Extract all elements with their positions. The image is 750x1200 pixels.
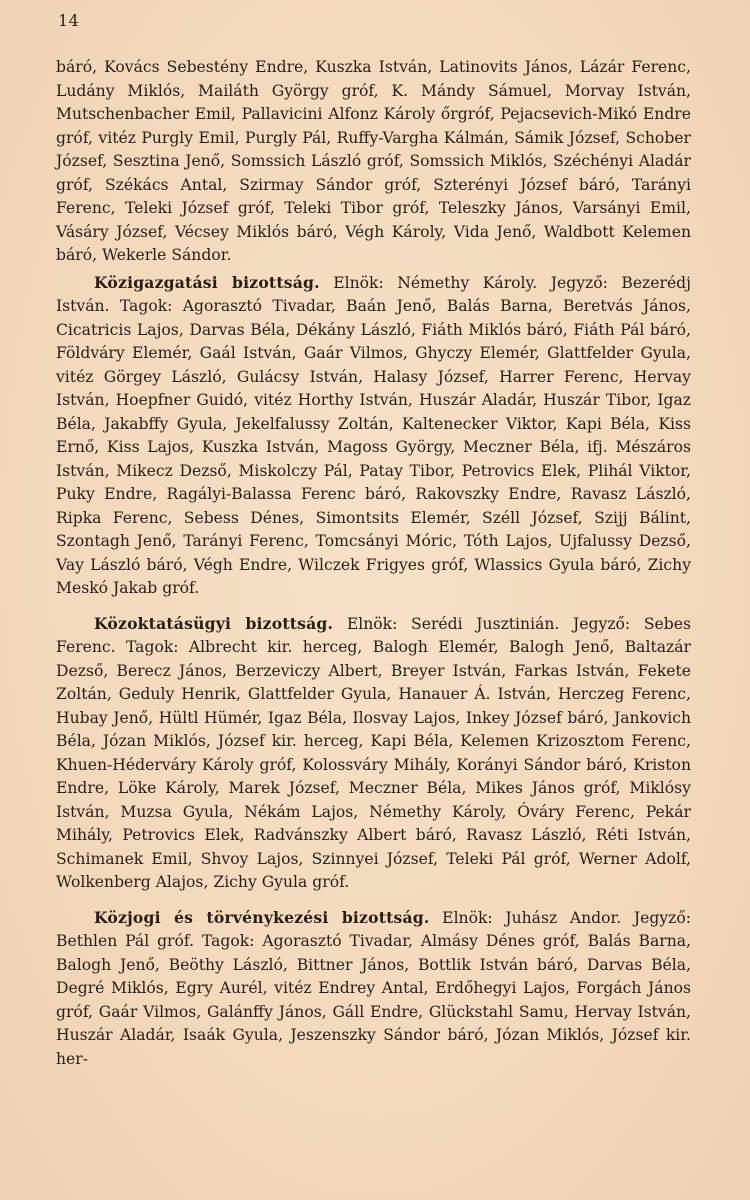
section-heading: Közoktatásügyi bizottság. xyxy=(94,613,334,633)
section-kozoktatasugyi xyxy=(56,612,691,895)
section-body: Elnök: Serédi Jusztinián. Jegyző: Sebes Ferenc. Tagok: Albrecht kir. herceg, Balogh Elemér, Balogh Jenő, Baltazár Dezső, Berecz János, Berzeviczy Albert, Breyer István, Farkas István, Fekete Zoltán, Geduly Henrik, Glattfelder Gyula, Hanauer Á. István, Herczeg Ferenc, Hubay Jenő, Hültl Hümér, Igaz Béla, Ilosvay Lajos, Inkey József báró, Jankovich Béla, Józan Miklós, József kir. herceg, Kapi Béla, Kelemen Krizosztom Ferenc, Khuen-Héderváry Károly gróf, Kolossváry Mihály, Korányi Sándor báró, Kriston Endre, Löke Károly, Marek József, Meczner Béla, Mikes János gróf, Miklósy István, Muzsa Gyula, Nékám Lajos, Némethy Károly, Óváry Ferenc, Pekár Mihály, Petrovics Elek, Radvánszky Albert báró, Ravasz László, Réti István, Schimanek Emil, Shvoy Lajos, Szinnyei József, Teleki Pál gróf, Werner Adolf, Wolkenberg Alajos, Zichy Gyula gróf. xyxy=(56,614,691,891)
section-body: Elnök: Némethy Károly. Jegyző: Bezerédj István. Tagok: Agorasztó Tivadar, Baán Jenő, Balás Barna, Beretvás János, Cicatricis Lajos, Darvas Béla, Dékány László, Fiáth Miklós báró, Fiáth Pál báró, Földváry Elemér, Gaál István, Gaár Vilmos, Ghyczy Elemér, Glattfelder Gyula, vitéz Görgey László, Gulácsy István, Halasy József, Harrer Ferenc, Hervay István, Hoepfner Guidó, vitéz Horthy István, Huszár Aladár, Huszár Tibor, Igaz Béla, Jakabffy Gyula, Jekelfalussy Zoltán, Kaltenecker Viktor, Kapi Béla, Kiss Ernő, Kiss Lajos, Kuszka István, Magoss György, Meczner Béla, ifj. Mészáros István, Mikecz Dezső, Miskolczy Pál, Patay Tibor, Petrovics Elek, Plihál Viktor, Puky Endre, Ragályi-Balassa Ferenc báró, Rakovszky Endre, Ravasz László, Ripka Ferenc, Sebess Dénes, Simontsits Elemér, Széll József, Szijj Bálint, Szontagh Jenő, Tarányi Ferenc, Tomcsányi Móric, Tóth Lajos, Ujfalussy Dezső, Vay László báró, Végh Endre, Wilczek Frigyes gróf, Wlassics Gyula báró, Zichy Meskó Jakab gróf. xyxy=(56,273,691,597)
section-kozigazgatasi xyxy=(56,271,691,601)
page-number: 14 xyxy=(58,11,80,30)
section-kozjogi xyxy=(56,906,691,1072)
section-heading: Közigazgatási bizottság. xyxy=(94,272,320,292)
section-body: Elnök: Juhász Andor. Jegyző: Bethlen Pál gróf. Tagok: Agorasztó Tivadar, Almásy Dénes gróf, Balás Barna, Balogh Jenő, Beöthy László, Bittner János, Bottlik István báró, Darvas Béla, Degré Miklós, Egry Aurél, vitéz Endrey Antal, Erdőhegyi Lajos, Forgách János gróf, Gaár Vilmos, Galánffy János, Gáll Endre, Glückstahl Samu, Hervay István, Huszár Aladár, Isaák Gyula, Jeszenszky Sándor báró, Józan Miklós, József kir. her- xyxy=(56,908,692,1068)
intro-paragraph: báró, Kovács Sebestény Endre, Kuszka István, Latinovits János, Lázár Ferenc, Ludány Miklós, Mailáth György gróf, K. Mándy Sámuel, Morvay István, Mutschenbacher Emil, Pallavicini Alfonz Károly őrgróf, Pejacsevich-Mikó Endre gróf, vitéz Purgly Emil, Purgly Pál, Ruffy-Vargha Kálmán, Sámik József, Schober József, Sesztina Jenő, Somssich László gróf, Somssich Miklós, Széchényi Aladár gróf, Székács Antal, Szirmay Sándor gróf, Szterényi József báró, Tarányi Ferenc, Teleki József gróf, Teleki Tibor gróf, Teleszky János, Varsányi Emil, Vásáry József, Vécsey Miklós báró, Végh Károly, Vida Jenő, Waldbott Kelemen báró, Wekerle Sándor. xyxy=(56,58,691,264)
section-heading: Közjogi és törvénykezési bizottság. xyxy=(94,907,430,927)
